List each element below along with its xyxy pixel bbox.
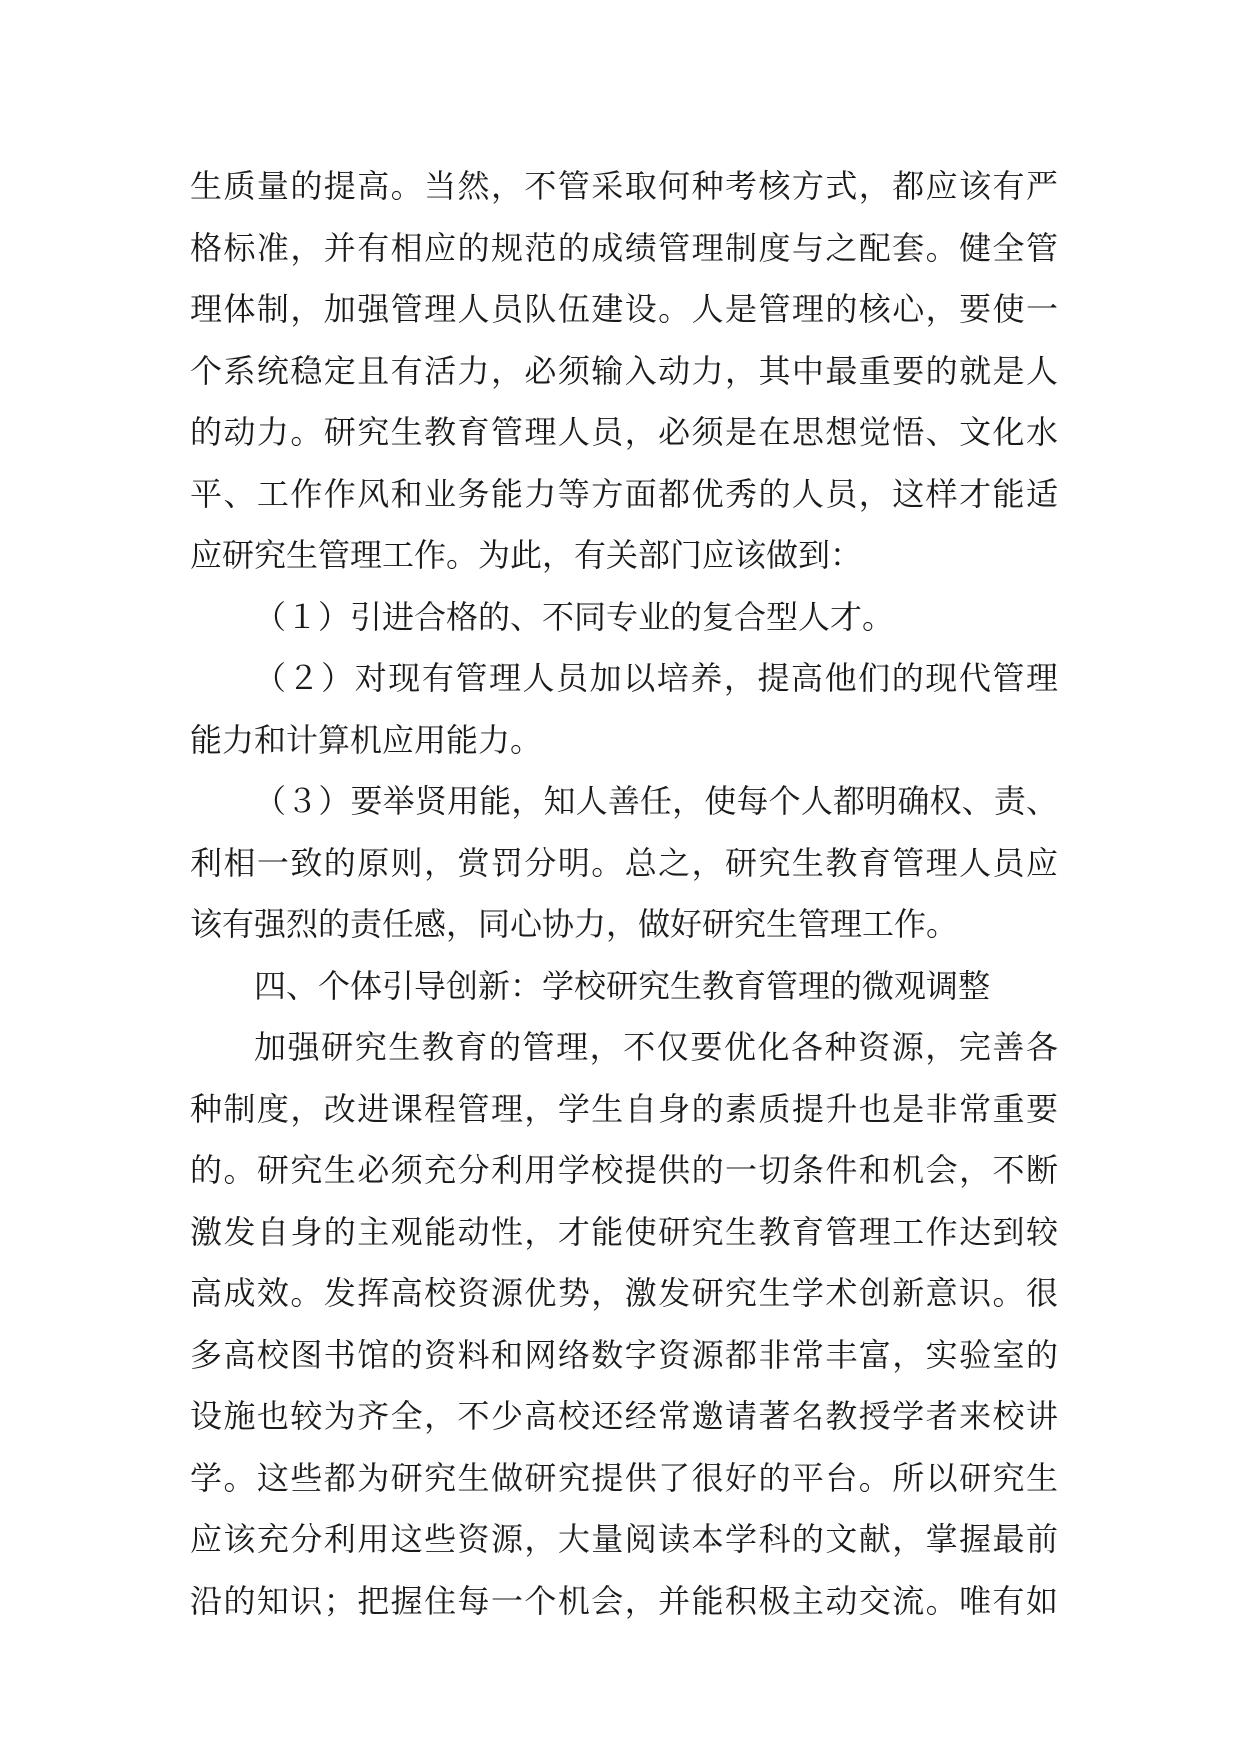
text-line: 应该充分利用这些资源，大量阅读本学科的文献，掌握最前 bbox=[190, 1520, 1058, 1558]
text-line: 激发自身的主观能动性，才能使研究生教育管理工作达到较 bbox=[190, 1212, 1058, 1251]
text-line: 个系统稳定且有活力，必须输入动力，其中最重要的就是人 bbox=[190, 351, 1058, 390]
text-line: 能力和计算机应用能力。 bbox=[190, 720, 543, 759]
text-line: 平、工作作风和业务能力等方面都优秀的人员，这样才能适 bbox=[190, 474, 1058, 513]
text-line: 该有强烈的责任感，同心协力，做好研究生管理工作。 bbox=[190, 905, 959, 943]
text-line: 高成效。发挥高校资源优势，激发研究生学术创新意识。很 bbox=[190, 1274, 1058, 1312]
text-line: 格标准，并有相应的规范的成绩管理制度与之配套。健全管 bbox=[190, 228, 1058, 267]
text-line: 加强研究生教育的管理，不仅要优化各种资源，完善各 bbox=[254, 1028, 1058, 1066]
text-line: 的。研究生必须充分利用学校提供的一切条件和机会，不断 bbox=[190, 1151, 1058, 1189]
list-item: （１）引进合格的、不同专业的复合型人才。 bbox=[254, 597, 895, 636]
text-line: 设施也较为齐全，不少高校还经常邀请著名教授学者来校讲 bbox=[190, 1397, 1058, 1435]
text-line: 学。这些都为研究生做研究提供了很好的平台。所以研究生 bbox=[190, 1458, 1058, 1497]
section-heading: 四、个体引导创新：学校研究生教育管理的微观调整 bbox=[254, 966, 991, 1005]
text-line: 种制度，改进课程管理，学生自身的素质提升也是非常重要 bbox=[190, 1089, 1058, 1128]
text-line: 应研究生管理工作。为此，有关部门应该做到： bbox=[190, 536, 863, 574]
text-line: 利相一致的原则，赏罚分明。总之，研究生教育管理人员应 bbox=[190, 843, 1058, 882]
text-line: 理体制，加强管理人员队伍建设。人是管理的核心，要使一 bbox=[190, 290, 1058, 328]
text-line: 沿的知识；把握住每一个机会，并能积极主动交流。唯有如 bbox=[190, 1581, 1058, 1620]
list-item: （２）对现有管理人员加以培养，提高他们的现代管理 bbox=[254, 659, 1058, 697]
text-line: 多高校图书馆的资料和网络数字资源都非常丰富，实验室的 bbox=[190, 1335, 1058, 1374]
list-item: （３）要举贤用能，知人善任，使每个人都明确权、责、 bbox=[254, 782, 1058, 820]
text-line: 生质量的提高。当然，不管采取何种考核方式，都应该有严 bbox=[190, 167, 1058, 205]
document-page bbox=[190, 156, 1058, 1632]
text-line: 的动力。研究生教育管理人员，必须是在思想觉悟、文化水 bbox=[190, 413, 1058, 451]
